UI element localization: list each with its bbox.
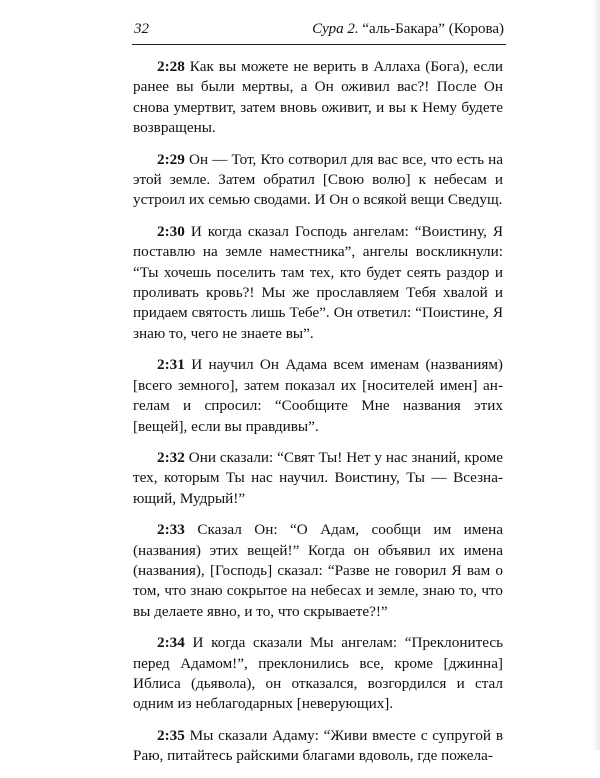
verse-2-30 [133, 222, 503, 344]
verse-text: Как вы можете не верить в Аллаха (Бога), если ранее вы были мертвы, а Он оживил вас?! После Он снова умертвит, затем вновь оживит, и вы к Нему будете возвращены. [133, 58, 503, 137]
header-rule [132, 44, 506, 45]
verse-2-34 [133, 633, 503, 715]
verse-text: И когда сказал Господь ангелам: “Воистину, Я поставлю на земле наместника”, ангелы воскликнули: “Ты хочешь поселить там тех, кто будет сеять раздор и прoливать кровь?! Мы же прославляем Тебя хвалой и придаем святость лишь Тебе”. Он ответил: “Поистине, Я знаю то, чего не знаете вы”. [133, 222, 503, 342]
verse-2-32 [133, 448, 503, 509]
verse-number: 2:31 [157, 356, 185, 374]
verse-text: Сказал Он: “О Адам, сообщи им имена (названия) этих вещей!” Когда он объявил их имена (названия), [Господь] сказал: “Разве не говорил Я вам о том, что знаю сокрытое на небесах и земле, знаю то, что вы делаете явно, и то, что скрываете?!” [133, 521, 504, 620]
page-number: 32 [134, 21, 149, 37]
verse-2-31 [133, 355, 503, 437]
verse-number: 2:32 [157, 448, 185, 466]
verse-number: 2:33 [157, 521, 185, 539]
page-header [132, 19, 504, 39]
verse-text: Мы сказали Адаму: “Живи вместе с супругой в Раю, питайтесь райскими благами вдоволь, где пожела- [133, 726, 503, 765]
verse-2-33 [133, 520, 503, 622]
page-content [133, 57, 503, 778]
verse-number: 2:35 [157, 726, 185, 744]
running-title [312, 19, 504, 39]
verse-number: 2:34 [157, 634, 185, 652]
verse-number: 2:28 [157, 58, 185, 75]
verse-text: Он — Тот, Кто сотворил для вас все, что есть на этой земле. Затем обратил [Свою волю] к небесам и устроил их семью сводами. И Он о всякой вещи Сведущ. [133, 150, 504, 209]
verse-number: 2:30 [157, 222, 185, 240]
verse-text: И научил Он Адама всем именам (названиям) [всего земного], затем показал их [носителей имен] ангелам и спросил: “Сообщите Мне названия этих [вещей], если вы правдивы”. [133, 356, 503, 435]
sura-name: “аль-Бакара” (Корова) [358, 21, 504, 37]
sura-prefix: Сура 2. [312, 21, 359, 37]
verse-text: Они сказали: “Свят Ты! Нет у нас знаний, кроме тех, которым Ты нас научил. Воистину, Ты — Всезнающий, Мудрый!” [133, 448, 503, 507]
page-edge-shadow [592, 0, 600, 750]
verse-number: 2:29 [157, 150, 185, 168]
verse-2-29 [133, 150, 503, 211]
verse-text: И когда сказали Мы ангелам: “Преклонитесь перед Адамом!”, преклонились все, кроме [джинна] Иблиса (дьявола), он отказался, возгордился и стал одним из неблагодарных [неверующих]. [133, 634, 504, 713]
verse-2-28 [133, 57, 503, 139]
verse-2-35 [133, 726, 503, 767]
